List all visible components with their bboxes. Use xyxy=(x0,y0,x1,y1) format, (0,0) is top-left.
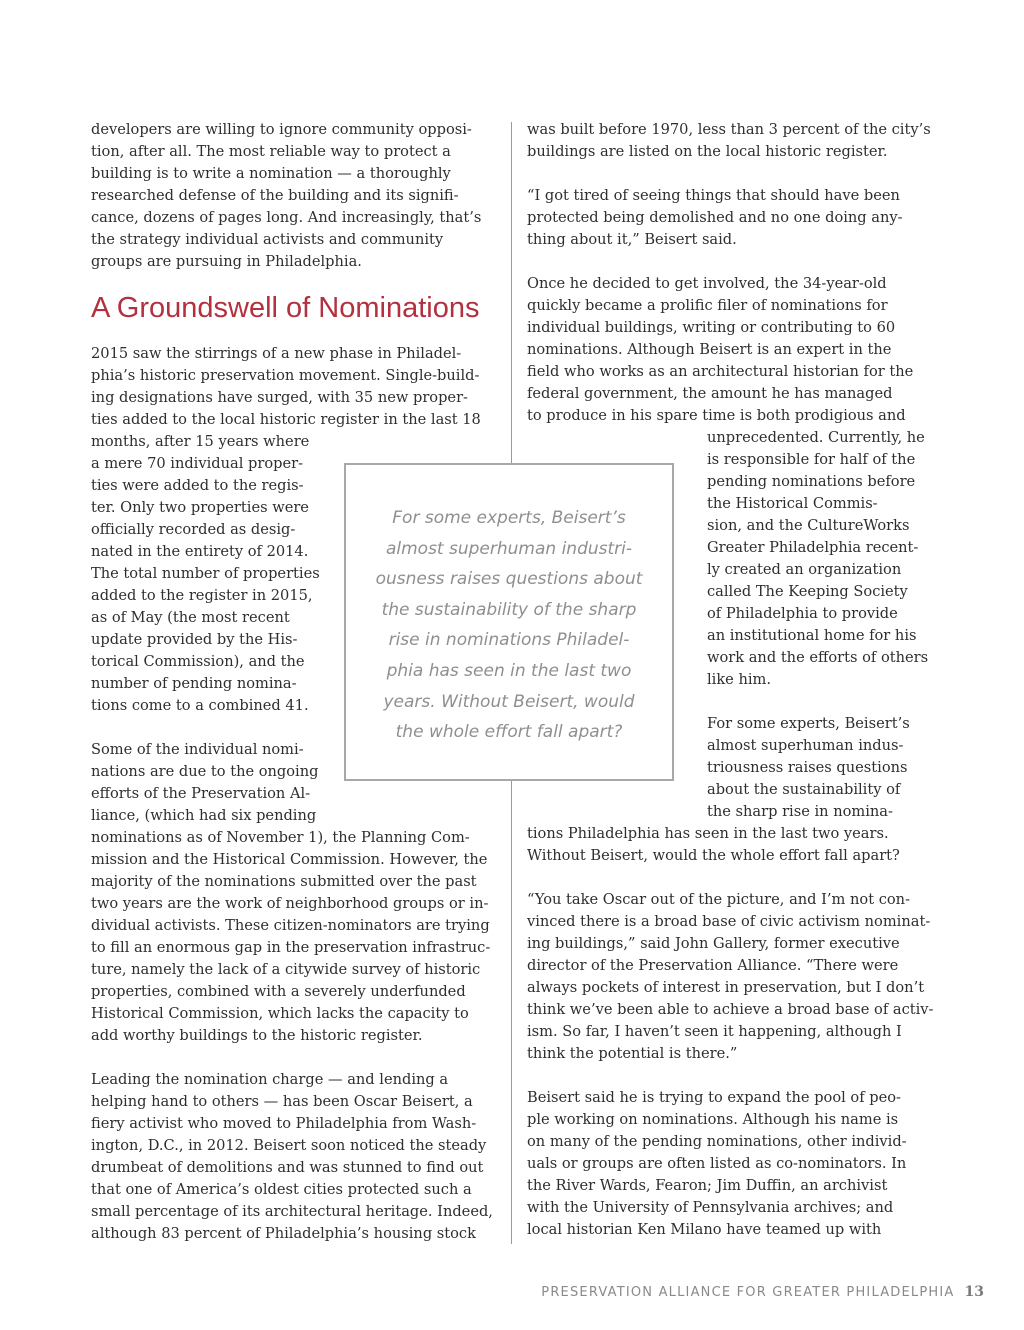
text-line: tions Philadelphia has seen in the last two years. xyxy=(527,825,889,842)
text-line: field who works as an architectural historian for the xyxy=(527,363,914,380)
text-line: months, after 15 years where xyxy=(91,433,310,450)
text-line: the sustainability of the sharp xyxy=(381,599,637,620)
text-line: mission and the Historical Commission. However, the xyxy=(91,851,488,868)
text-line: nations are due to the ongoing xyxy=(91,763,319,780)
text-line: although 83 percent of Philadelphia’s housing stock xyxy=(91,1225,476,1242)
text-line: building is to write a nomination — a thoroughly xyxy=(91,165,451,182)
text-line: ple working on nominations. Although his name is xyxy=(527,1111,899,1128)
text-line: of Philadelphia to provide xyxy=(707,605,898,622)
text-line: local historian Ken Milano have teamed up with xyxy=(527,1221,882,1238)
text-line: individual buildings, writing or contributing to 60 xyxy=(527,319,896,336)
text-line: called The Keeping Society xyxy=(707,583,908,600)
text-line: triousness raises questions xyxy=(707,759,908,776)
text-line: number of pending nomina- xyxy=(91,675,297,692)
text-line: ly created an organization xyxy=(707,561,902,578)
text-line: properties, combined with a severely underfunded xyxy=(91,983,466,1000)
text-line: ism. So far, I haven’t seen it happening, although I xyxy=(527,1023,902,1040)
text-line: ter. Only two properties were xyxy=(91,499,309,516)
text-line: “You take Oscar out of the picture, and I’m not con- xyxy=(527,891,911,908)
text-line: dividual activists. These citizen-nominators are trying xyxy=(91,917,490,934)
text-line: with the University of Pennsylvania archives; and xyxy=(527,1199,894,1216)
text-line: ing designations have surged, with 35 new proper- xyxy=(91,389,468,406)
text-line: protected being demolished and no one doing any- xyxy=(527,209,903,226)
text-line: phia has seen in the last two xyxy=(386,660,632,681)
text-line: quickly became a prolific filer of nominations for xyxy=(527,297,888,314)
left-column-intro xyxy=(91,119,481,273)
text-line: rise in nominations Philadel- xyxy=(388,630,630,651)
paragraph-gap xyxy=(527,251,931,273)
text-line: nominations as of November 1), the Planning Com- xyxy=(91,829,470,846)
text-line: phia’s historic preservation movement. Single-build- xyxy=(91,367,480,384)
text-line: about the sustainability of xyxy=(707,781,901,798)
text-line: the sharp rise in nomina- xyxy=(707,803,893,820)
text-line: add worthy buildings to the historic register. xyxy=(91,1027,423,1044)
text-line: Beisert said he is trying to expand the pool of peo- xyxy=(527,1089,901,1106)
text-line: Historical Commission, which lacks the capacity to xyxy=(91,1005,469,1022)
text-line: federal government, the amount he has managed xyxy=(527,385,893,402)
paragraph-gap xyxy=(527,867,933,889)
text-line: on many of the pending nominations, other individ- xyxy=(527,1133,907,1150)
text-line: developers are willing to ignore community opposi- xyxy=(91,121,472,138)
text-line: researched defense of the building and its signifi- xyxy=(91,187,459,204)
text-line: sion, and the CultureWorks xyxy=(707,517,910,534)
text-line: The total number of properties xyxy=(91,565,320,582)
publication-name: PRESERVATION ALLIANCE FOR GREATER PHILADELPHIA xyxy=(541,1285,955,1300)
paragraph-gap xyxy=(527,1065,933,1087)
text-line: groups are pursuing in Philadelphia. xyxy=(91,253,362,270)
text-line: the strategy individual activists and community xyxy=(91,231,444,248)
text-line: cance, dozens of pages long. And increasingly, that’s xyxy=(91,209,482,226)
text-line: work and the efforts of others xyxy=(707,649,929,666)
right-column-bottom xyxy=(527,823,933,1241)
text-line: buildings are listed on the local historic register. xyxy=(527,143,888,160)
text-line: officially recorded as desig- xyxy=(91,521,296,538)
pull-quote-box xyxy=(344,463,674,781)
text-line: Leading the nomination charge — and lending a xyxy=(91,1071,449,1088)
text-line: like him. xyxy=(707,671,771,688)
text-line: ties added to the local historic register in the last 18 xyxy=(91,411,481,428)
text-line: fiery activist who moved to Philadelphia from Wash- xyxy=(91,1115,477,1132)
text-line: that one of America’s oldest cities protected such a xyxy=(91,1181,472,1198)
text-line: uals or groups are often listed as co-nominators. In xyxy=(527,1155,907,1172)
text-line: almost superhuman industri- xyxy=(385,538,633,559)
text-line: tion, after all. The most reliable way to protect a xyxy=(91,143,451,160)
text-line: is responsible for half of the xyxy=(707,451,916,468)
text-line: almost superhuman indus- xyxy=(707,737,904,754)
text-line: ties were added to the regis- xyxy=(91,477,304,494)
pull-quote-text xyxy=(346,503,672,748)
page-number: 13 xyxy=(964,1284,984,1300)
text-line: For some experts, Beisert’s xyxy=(707,715,910,732)
text-line: torical Commission), and the xyxy=(91,653,305,670)
page-footer xyxy=(541,1284,984,1300)
paragraph-gap xyxy=(707,691,928,713)
right-column-top xyxy=(527,119,931,427)
text-line: update provided by the His- xyxy=(91,631,298,648)
text-line: liance, (which had six pending xyxy=(91,807,317,824)
text-line: vinced there is a broad base of civic activism nominat- xyxy=(527,913,931,930)
text-line: Greater Philadelphia recent- xyxy=(707,539,919,556)
text-line: two years are the work of neighborhood groups or in- xyxy=(91,895,489,912)
text-line: tions come to a combined 41. xyxy=(91,697,309,714)
text-line: ousness raises questions about xyxy=(375,569,643,590)
paragraph-gap xyxy=(527,163,931,185)
text-line: ing buildings,” said John Gallery, former executive xyxy=(527,935,900,952)
text-line: pending nominations before xyxy=(707,473,916,490)
text-line: to fill an enormous gap in the preservation infrastruc- xyxy=(91,939,491,956)
paragraph-gap xyxy=(91,1047,493,1069)
text-line: nated in the entirety of 2014. xyxy=(91,543,309,560)
text-line: was built before 1970, less than 3 percent of the city’s xyxy=(527,121,931,138)
text-line: nominations. Although Beisert is an expert in the xyxy=(527,341,892,358)
text-line: drumbeat of demolitions and was stunned to find out xyxy=(91,1159,484,1176)
text-line: director of the Preservation Alliance. “There were xyxy=(527,957,899,974)
text-line: think the potential is there.” xyxy=(527,1045,738,1062)
text-line: an institutional home for his xyxy=(707,627,917,644)
text-line: 2015 saw the stirrings of a new phase in Philadel- xyxy=(91,345,462,362)
text-line: efforts of the Preservation Al- xyxy=(91,785,311,802)
text-line: always pockets of interest in preservation, but I don’t xyxy=(527,979,925,996)
text-line: majority of the nominations submitted over the past xyxy=(91,873,477,890)
text-line: Without Beisert, would the whole effort fall apart? xyxy=(527,847,900,864)
text-line: ington, D.C., in 2012. Beisert soon noticed the steady xyxy=(91,1137,487,1154)
text-line: helping hand to others — has been Oscar Beisert, a xyxy=(91,1093,473,1110)
text-line: unprecedented. Currently, he xyxy=(707,429,925,446)
text-line: think we’ve been able to achieve a broad base of activ- xyxy=(527,1001,934,1018)
text-line: small percentage of its architectural heritage. Indeed, xyxy=(91,1203,493,1220)
text-line: the whole effort fall apart? xyxy=(395,722,623,743)
text-line: the Historical Commis- xyxy=(707,495,878,512)
text-line: the River Wards, Fearon; Jim Duffin, an archivist xyxy=(527,1177,888,1194)
text-line: a mere 70 individual proper- xyxy=(91,455,304,472)
text-line: Once he decided to get involved, the 34-year-old xyxy=(527,275,887,292)
right-column-wrap xyxy=(707,427,928,823)
text-line: thing about it,” Beisert said. xyxy=(527,231,737,248)
text-line: ture, namely the lack of a citywide survey of historic xyxy=(91,961,481,978)
text-line: added to the register in 2015, xyxy=(91,587,313,604)
text-line: years. Without Beisert, would xyxy=(383,691,635,712)
text-line: as of May (the most recent xyxy=(91,609,290,626)
text-line: For some experts, Beisert’s xyxy=(392,508,626,528)
section-heading: A Groundswell of Nominations xyxy=(91,292,480,324)
text-line: “I got tired of seeing things that should have been xyxy=(527,187,900,204)
text-line: to produce in his spare time is both prodigious and xyxy=(527,407,906,424)
text-line: Some of the individual nomi- xyxy=(91,741,304,758)
